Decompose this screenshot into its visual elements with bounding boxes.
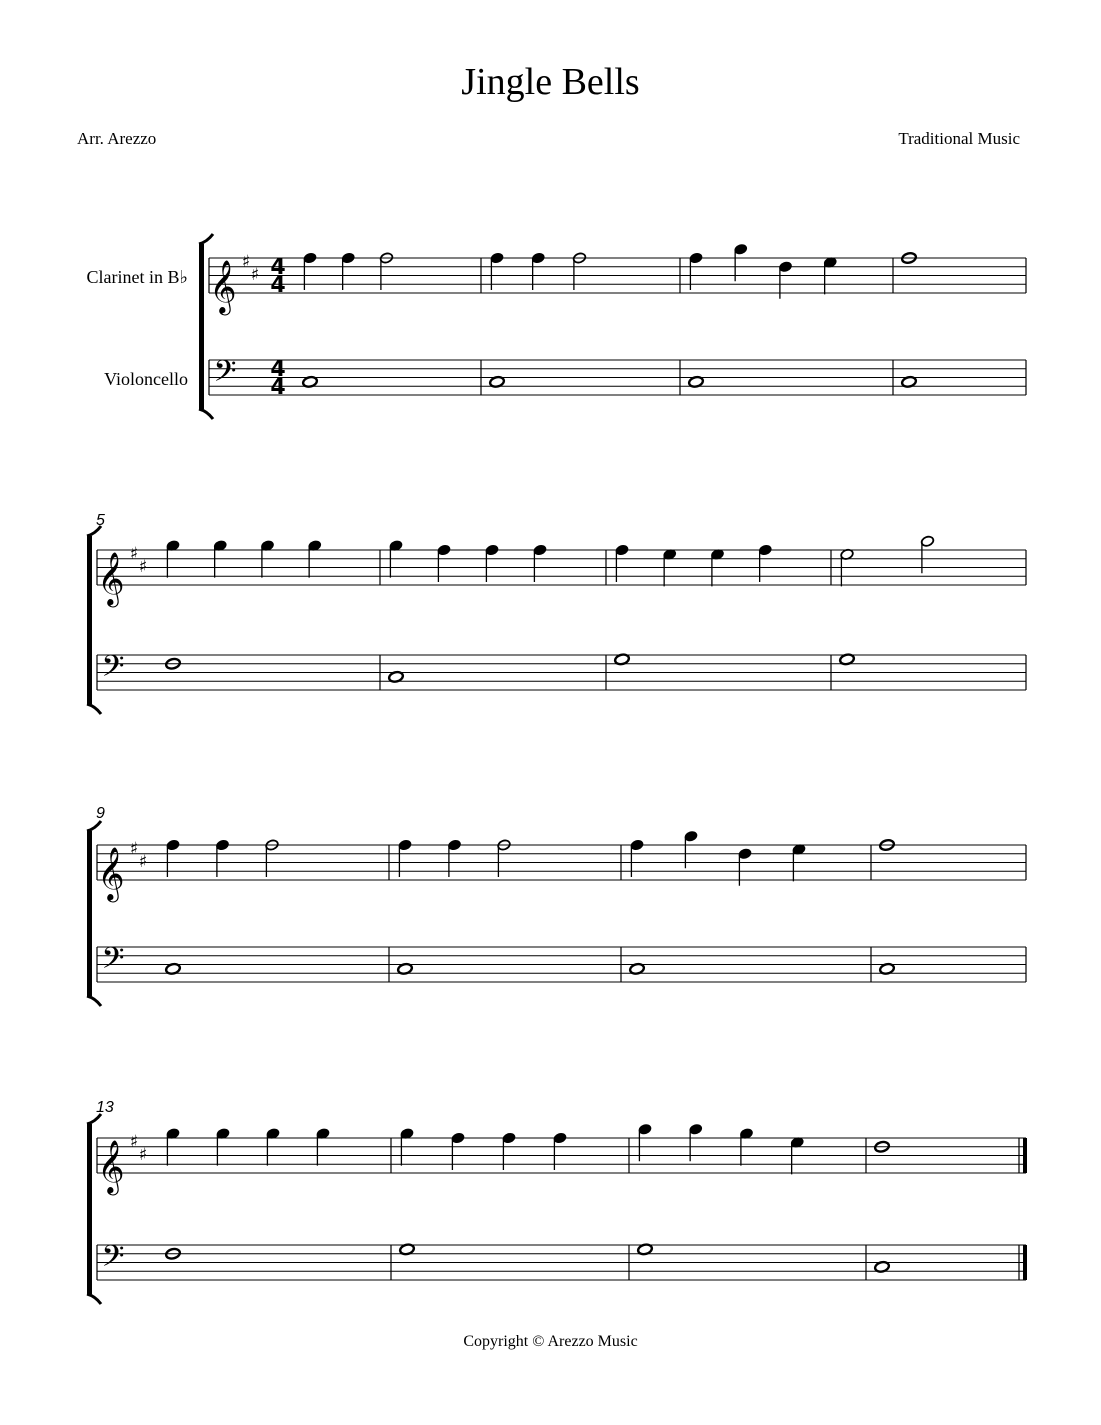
key-signature-sharp: ♯ <box>138 1145 148 1165</box>
time-signature: 4 <box>270 273 286 298</box>
bracket-top-hook <box>87 821 101 831</box>
key-signature-sharp: ♯ <box>241 252 251 272</box>
time-signature: 4 <box>270 375 286 400</box>
key-signature-sharp: ♯ <box>129 544 139 564</box>
copyright-notice: Copyright © Arezzo Music <box>463 1333 638 1350</box>
measure-number: 9 <box>96 805 105 822</box>
bracket-top-hook <box>87 526 101 536</box>
key-signature-sharp: ♯ <box>129 1132 139 1152</box>
system-bracket <box>87 831 92 996</box>
instrument-label-cello: Violoncello <box>104 369 188 389</box>
bass-clef: 𝄢 <box>101 1240 125 1281</box>
bass-clef: 𝄢 <box>213 355 237 396</box>
time-signature: 4 <box>270 357 286 382</box>
composer-credit: Traditional Music <box>898 129 1020 148</box>
time-signature: 4 <box>270 255 286 280</box>
system-bracket <box>87 536 92 704</box>
key-signature-sharp: ♯ <box>129 839 139 859</box>
bracket-bottom-hook <box>87 704 101 714</box>
bass-clef: 𝄢 <box>101 650 125 691</box>
score-title: Jingle Bells <box>461 61 640 103</box>
final-barline <box>1023 1138 1027 1173</box>
key-signature-sharp: ♯ <box>250 265 260 285</box>
treble-clef: 𝄞 <box>209 259 237 313</box>
system-bracket <box>87 1124 92 1294</box>
measure-number: 5 <box>96 512 105 529</box>
key-signature-sharp: ♯ <box>138 852 148 872</box>
treble-clef: 𝄞 <box>97 1139 125 1193</box>
measure-number: 13 <box>96 1099 114 1116</box>
final-barline <box>1023 1245 1027 1280</box>
bass-clef: 𝄢 <box>101 942 125 983</box>
bracket-bottom-hook <box>199 409 213 419</box>
system-bracket <box>199 244 204 409</box>
treble-clef: 𝄞 <box>97 551 125 605</box>
instrument-label-clarinet: Clarinet in B♭ <box>86 267 188 287</box>
bracket-top-hook <box>87 1114 101 1124</box>
bracket-bottom-hook <box>87 996 101 1006</box>
bracket-bottom-hook <box>87 1294 101 1304</box>
treble-clef: 𝄞 <box>97 846 125 900</box>
arranger-credit: Arr. Arezzo <box>77 129 157 148</box>
bracket-top-hook <box>199 234 213 244</box>
key-signature-sharp: ♯ <box>138 557 148 577</box>
